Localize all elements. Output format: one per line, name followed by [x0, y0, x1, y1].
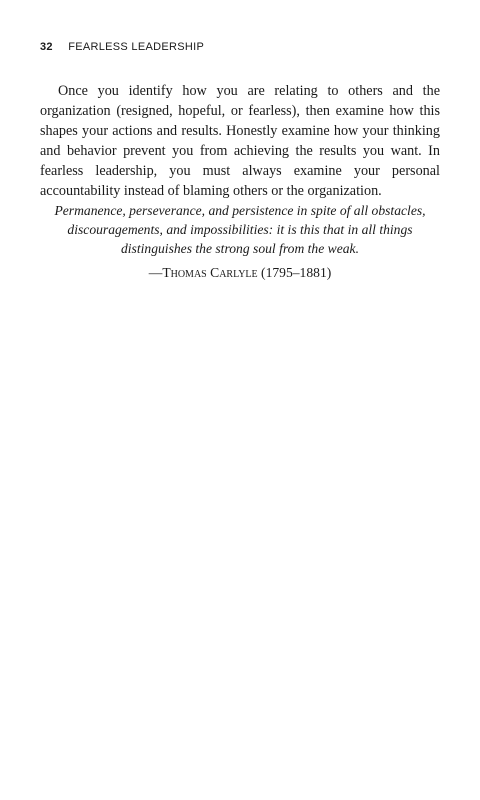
running-header	[40, 41, 204, 53]
body-paragraph: Once you identify how you are relating to others and the organization (resigned, hopeful, or fearless), then examine how this shapes your actions and results. Honestly examine how your thinking and behavior prevent you from achieving the results you want. In fearless leadership, you must always examine your personal accountability instead of blaming others or the organization.	[40, 83, 440, 199]
quote-text: Permanence, perseverance, and persistence in spite of all obstacles, discouragements, and impossibilities: it is this that in all things distinguishes the strong soul from the weak.	[54, 203, 426, 256]
page-number: 32	[40, 41, 53, 53]
quote-author-dates: (1795–1881)	[261, 265, 332, 280]
running-title: FEARLESS LEADERSHIP	[68, 41, 205, 53]
attribution-dash: —	[148, 265, 163, 280]
quote-attribution	[40, 265, 440, 281]
quote-author: Thomas Carlyle	[162, 265, 258, 280]
